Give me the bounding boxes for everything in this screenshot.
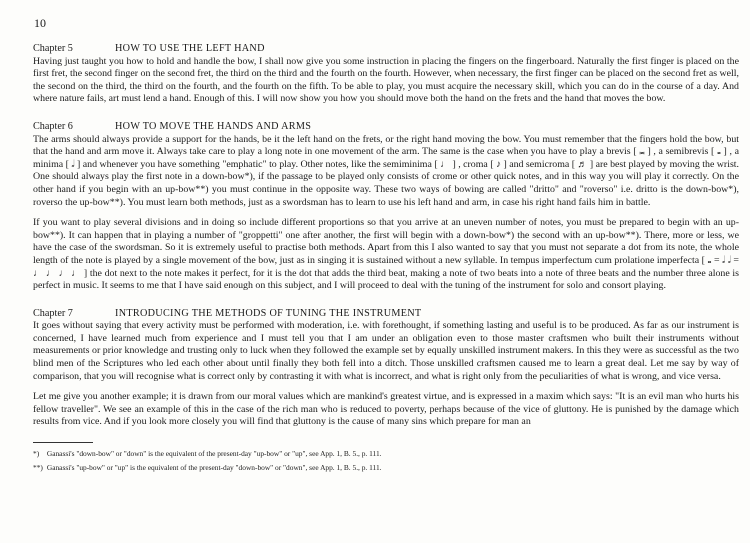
chapter-label: Chapter 5 [33,43,73,54]
footnote-divider [33,442,93,443]
chapter-6-paragraph: The arms should always provide a support for the hands, be it the left hand on the frets, or the right hand moving the bow. You must remember that the fingers hold the bow, but that the hand and arm move it. Always take care to play a long note in one movement of the arm. The same is the case when you have to play a brevis [ 𝅜 ] , a semibrevis [ 𝅝 ] , a minima [ 𝅗𝅥 ] and whenever you have something "emphatic" to play. Other notes, like the semiminima [ ♩ ] , croma [ ♪ ] and semicroma [ ♬ ] are best played by moving the wrist. One should always play the first note in a down-bow*), if the passage to be played only consists of crome or other quick notes, and in this way you will play it correctly. On the other hand if you begin with an up-bow**) you must continue in the opposite way. These two ways of bowing are called "dritto" and "roverso" i.e. dritto is the down-bow*), roverso the up-bow**). You must learn both methods, just as a swordsman has to learn to use his left hand and arm, in case his right hand fails him in battle. [33,133,740,208]
chapter-title: HOW TO USE THE LEFT HAND [115,43,265,54]
chapter-heading [33,308,739,321]
page-number: 10 [34,16,46,30]
footnote [33,449,739,459]
chapter-label: Chapter 7 [33,307,73,319]
footnote-mark: *) [33,449,40,459]
footnote-text: Ganassi's "up-bow" or "up" is the equivalent of the present-day "down-bow" or "down", see App. 1, B. 5., p. 111. [46,463,382,473]
chapter-heading [33,121,739,134]
chapter-title: INTRODUCING THE METHODS OF TUNING THE INSTRUMENT [115,307,422,319]
chapter-7-paragraph: Let me give you another example; it is drawn from our moral values which are mankind's greatest virtue, and is expressed in a maxim which says: "It is an evil man who hurts his fellow traveller". We see an example of this in the case of the rich man who is reduced to poverty, perhaps because of the vice of gluttony. He is punished by the damage which results from vice. And if you look more closely you will find that gluttony is the cause of many sins which prepare for man an [33,391,739,428]
footnote [33,463,739,473]
footnote-mark: **) [33,463,43,473]
chapter-7-paragraph: It goes without saying that every activity must be performed with moderation, i.e. with forethought, if something lasting and useful is to be produced. As far as our instrument is concerned, I have learned much from experience and I must tell you that I am under an obligation even to those master craftsmen who built their instruments without measurements or prior knowledge and trusting only to luck when they followed the example set by equally unskilled instrument makers. In this they were as successful as the two blind men of the Scriptures who led each other about until finally they both fell into a ditch. Those unskilled craftsmen caused me to learn a great deal. Let me say by way of comparison, that you will recognise what is correct only by contrasting it with what is incorrect, and what is right only from the peculiarities of what is wrong, and vice versa. [33,320,739,382]
chapter-heading [33,43,739,56]
chapter-5-paragraph: Having just taught you how to hold and handle the bow, I shall now give you some instruction in placing the fingers on the fingerboard. Naturally the first finger is placed on the first fret, the second finger on the second fret, the third on the third and the fourth on the fourth. However, when necessary, the first finger can be placed on the second fret as well, the second on the third, the third on the fourth, and the fourth on the fifth. To be able to play, you must acquire the necessary skill, which you can do in the course of a day. And where nature fails, art must lend a hand. Enough of this. I will now show you how you should move both the hand on the frets and the hand that moves the bow. [33,55,739,105]
footnote-text: Ganassi's "down-bow" or "down" is the equivalent of the present-day "up-bow" or "up", see App. 1, B. 5., p. 111. [46,449,382,459]
chapter-title: HOW TO MOVE THE HANDS AND ARMS [115,120,312,132]
chapter-label: Chapter 6 [33,120,73,132]
page-body [33,43,739,477]
chapter-6-paragraph: If you want to play several divisions and in doing so include different proportions so that you arrive at an uneven number of notes, you must be prepared to begin with an up-bow**). It can happen that in playing a number of "groppetti" one after another, the first will begin with a down-bow*) the second with an up-bow**). There, more or less, we have the case of the swordsman. So it is extremely useful to practise both methods. Apart from this I also wanted to say that you must not separate a dot from its note, the whole length of the note is played by a single movement of the bow, just as in singing it is sustained without a new syllable. In tempus imperfectum cum prolatione imperfecta [ 𝅝 = 𝅗𝅥 𝅗𝅥 = ♩ ♩ ♩ ♩ ] the dot next to the note makes it perfect, for it is the dot that adds the third beat, making a note of two beats into a note of three beats and the number three alone is perfect in music. It seems to me that I have said enough on this subject, and I will proceed to deal with the tuning of the instrument for solo and consort playing. [33,217,739,292]
